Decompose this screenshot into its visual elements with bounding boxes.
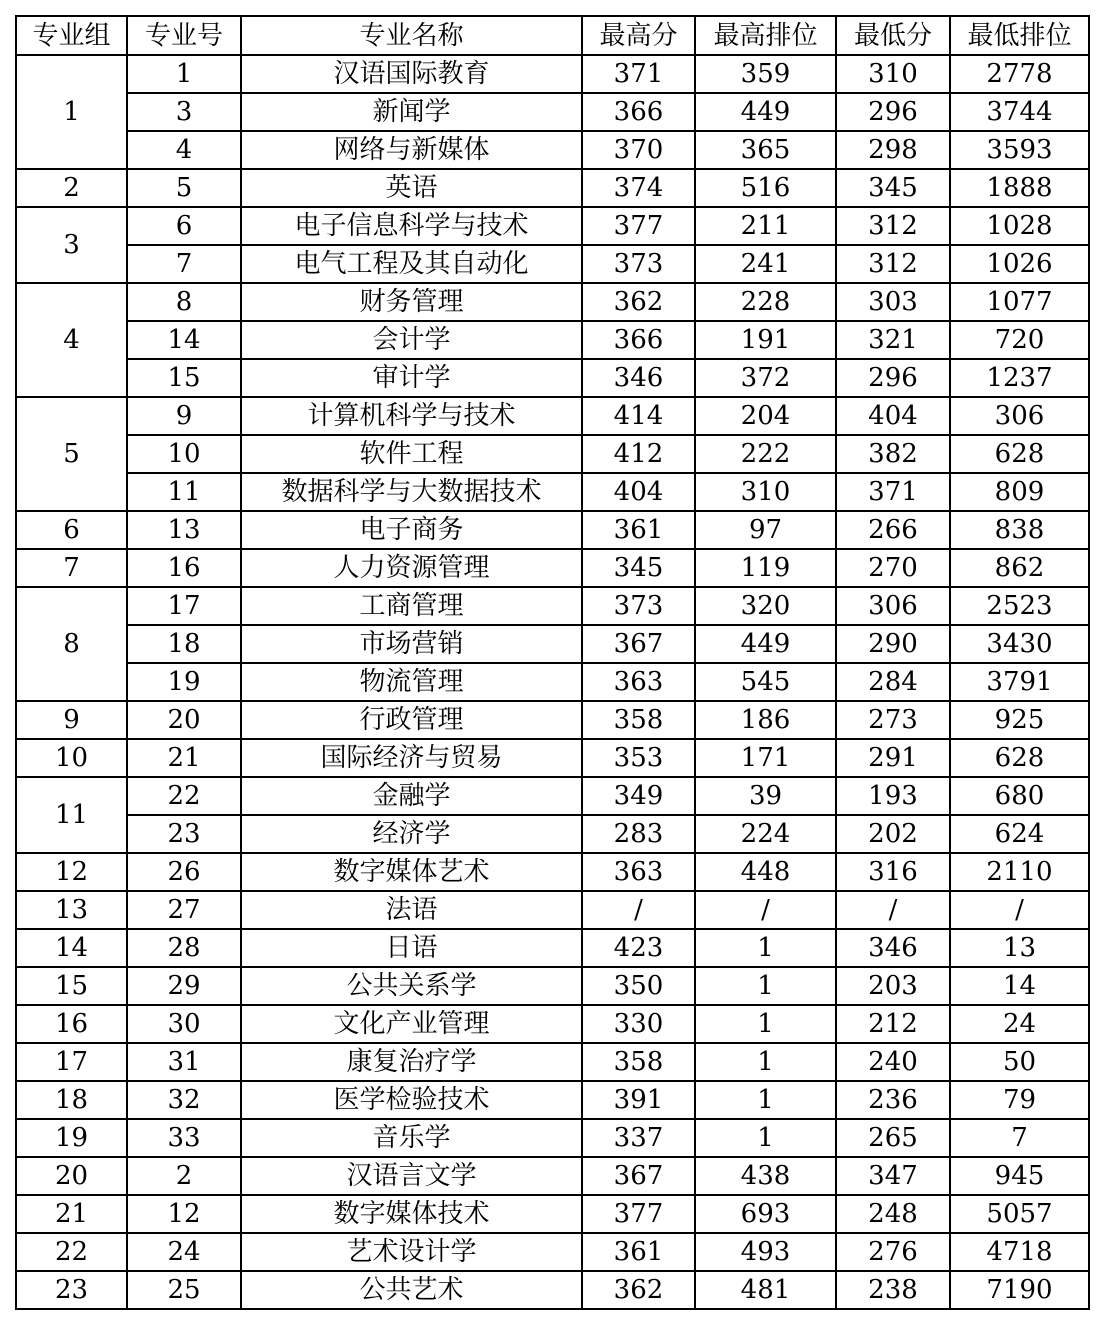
group-cell: 6 [16,511,127,549]
max-score-cell: / [582,891,695,929]
major-number-cell: 11 [127,473,241,511]
max-rank-cell: 449 [695,93,836,131]
major-name-cell: 国际经济与贸易 [241,739,582,777]
major-number-cell: 21 [127,739,241,777]
max-rank-cell: 481 [695,1271,836,1309]
max-score-cell: 349 [582,777,695,815]
major-name-cell: 公共艺术 [241,1271,582,1309]
major-number-cell: 29 [127,967,241,1005]
max-rank-cell: 1 [695,1005,836,1043]
min-score-cell: 284 [836,663,950,701]
table-row [16,511,1089,549]
major-name-cell: 电子信息科学与技术 [241,207,582,245]
header-max-rank: 最高排位 [695,16,836,55]
table-row [16,929,1089,967]
min-rank-cell: 3791 [950,663,1089,701]
min-score-cell: 270 [836,549,950,587]
max-rank-cell: 204 [695,397,836,435]
min-rank-cell: 7 [950,1119,1089,1157]
major-number-cell: 10 [127,435,241,473]
max-score-cell: 414 [582,397,695,435]
major-number-cell: 14 [127,321,241,359]
major-name-cell: 汉语言文学 [241,1157,582,1195]
min-score-cell: 273 [836,701,950,739]
group-cell: 22 [16,1233,127,1271]
min-rank-cell: 925 [950,701,1089,739]
min-score-cell: 202 [836,815,950,853]
major-name-cell: 电子商务 [241,511,582,549]
max-score-cell: 283 [582,815,695,853]
max-score-cell: 374 [582,169,695,207]
max-rank-cell: 516 [695,169,836,207]
table-row [16,397,1089,435]
table-row [16,1157,1089,1195]
min-score-cell: 310 [836,55,950,93]
major-number-cell: 4 [127,131,241,169]
min-rank-cell: 1028 [950,207,1089,245]
table-row [16,891,1089,929]
major-name-cell: 法语 [241,891,582,929]
max-rank-cell: 171 [695,739,836,777]
min-rank-cell: 2110 [950,853,1089,891]
max-rank-cell: 693 [695,1195,836,1233]
min-rank-cell: 5057 [950,1195,1089,1233]
min-score-cell: 248 [836,1195,950,1233]
min-rank-cell: 50 [950,1043,1089,1081]
min-score-cell: 296 [836,93,950,131]
major-number-cell: 2 [127,1157,241,1195]
group-cell: 14 [16,929,127,967]
min-score-cell: 346 [836,929,950,967]
min-rank-cell: 862 [950,549,1089,587]
table-row [16,169,1089,207]
min-score-cell: 298 [836,131,950,169]
max-rank-cell: 222 [695,435,836,473]
major-name-cell: 文化产业管理 [241,1005,582,1043]
major-name-cell: 工商管理 [241,587,582,625]
group-cell: 5 [16,397,127,511]
major-number-cell: 27 [127,891,241,929]
major-name-cell: 数据科学与大数据技术 [241,473,582,511]
max-score-cell: 373 [582,587,695,625]
major-number-cell: 17 [127,587,241,625]
major-number-cell: 22 [127,777,241,815]
max-rank-cell: 372 [695,359,836,397]
max-score-cell: 404 [582,473,695,511]
max-score-cell: 361 [582,511,695,549]
major-name-cell: 会计学 [241,321,582,359]
table-row [16,93,1089,131]
min-score-cell: 345 [836,169,950,207]
min-score-cell: 303 [836,283,950,321]
max-rank-cell: 39 [695,777,836,815]
major-number-cell: 1 [127,55,241,93]
major-number-cell: 20 [127,701,241,739]
min-rank-cell: 3430 [950,625,1089,663]
header-major-number: 专业号 [127,16,241,55]
max-score-cell: 370 [582,131,695,169]
major-name-cell: 金融学 [241,777,582,815]
min-score-cell: 347 [836,1157,950,1195]
header-min-score: 最低分 [836,16,950,55]
table-row [16,1195,1089,1233]
group-cell: 19 [16,1119,127,1157]
table-row [16,1271,1089,1309]
group-cell: 13 [16,891,127,929]
max-score-cell: 366 [582,321,695,359]
table-row [16,283,1089,321]
header-row [16,16,1089,55]
min-rank-cell: 1237 [950,359,1089,397]
min-rank-cell: / [950,891,1089,929]
min-rank-cell: 1026 [950,245,1089,283]
max-score-cell: 363 [582,853,695,891]
major-number-cell: 33 [127,1119,241,1157]
max-rank-cell: 1 [695,1081,836,1119]
max-rank-cell: 359 [695,55,836,93]
major-name-cell: 艺术设计学 [241,1233,582,1271]
major-name-cell: 日语 [241,929,582,967]
table-row [16,549,1089,587]
table-row [16,587,1089,625]
major-name-cell: 计算机科学与技术 [241,397,582,435]
table-row [16,625,1089,663]
group-cell: 16 [16,1005,127,1043]
table-row [16,1005,1089,1043]
min-rank-cell: 628 [950,435,1089,473]
group-cell: 10 [16,739,127,777]
table-row [16,473,1089,511]
major-number-cell: 5 [127,169,241,207]
major-number-cell: 7 [127,245,241,283]
min-rank-cell: 624 [950,815,1089,853]
min-rank-cell: 13 [950,929,1089,967]
group-cell: 3 [16,207,127,283]
group-cell: 15 [16,967,127,1005]
max-rank-cell: 1 [695,1043,836,1081]
max-score-cell: 366 [582,93,695,131]
max-score-cell: 377 [582,1195,695,1233]
major-number-cell: 31 [127,1043,241,1081]
min-score-cell: 240 [836,1043,950,1081]
max-rank-cell: 224 [695,815,836,853]
max-score-cell: 353 [582,739,695,777]
max-rank-cell: 493 [695,1233,836,1271]
header-max-score: 最高分 [582,16,695,55]
major-name-cell: 财务管理 [241,283,582,321]
max-score-cell: 362 [582,283,695,321]
max-score-cell: 361 [582,1233,695,1271]
max-score-cell: 367 [582,1157,695,1195]
major-name-cell: 市场营销 [241,625,582,663]
group-cell: 20 [16,1157,127,1195]
table-row [16,815,1089,853]
max-score-cell: 330 [582,1005,695,1043]
major-name-cell: 审计学 [241,359,582,397]
group-cell: 11 [16,777,127,853]
min-rank-cell: 7190 [950,1271,1089,1309]
max-score-cell: 371 [582,55,695,93]
group-cell: 21 [16,1195,127,1233]
table-row [16,1233,1089,1271]
min-score-cell: 276 [836,1233,950,1271]
table-row [16,967,1089,1005]
max-rank-cell: 448 [695,853,836,891]
min-score-cell: 404 [836,397,950,435]
major-number-cell: 26 [127,853,241,891]
min-score-cell: 296 [836,359,950,397]
min-score-cell: / [836,891,950,929]
major-number-cell: 25 [127,1271,241,1309]
max-score-cell: 391 [582,1081,695,1119]
major-number-cell: 28 [127,929,241,967]
major-name-cell: 汉语国际教育 [241,55,582,93]
min-score-cell: 290 [836,625,950,663]
major-name-cell: 数字媒体艺术 [241,853,582,891]
max-rank-cell: 320 [695,587,836,625]
group-cell: 8 [16,587,127,701]
min-score-cell: 265 [836,1119,950,1157]
table-row [16,1081,1089,1119]
table-row [16,1119,1089,1157]
major-name-cell: 网络与新媒体 [241,131,582,169]
major-name-cell: 经济学 [241,815,582,853]
min-score-cell: 193 [836,777,950,815]
group-cell: 9 [16,701,127,739]
max-rank-cell: 545 [695,663,836,701]
group-cell: 17 [16,1043,127,1081]
min-score-cell: 238 [836,1271,950,1309]
max-rank-cell: 310 [695,473,836,511]
major-name-cell: 软件工程 [241,435,582,473]
max-rank-cell: 1 [695,929,836,967]
table-row [16,245,1089,283]
table-row [16,359,1089,397]
max-score-cell: 346 [582,359,695,397]
max-score-cell: 345 [582,549,695,587]
min-rank-cell: 3593 [950,131,1089,169]
major-number-cell: 15 [127,359,241,397]
min-score-cell: 316 [836,853,950,891]
table-row [16,739,1089,777]
max-rank-cell: 365 [695,131,836,169]
min-score-cell: 306 [836,587,950,625]
header-group: 专业组 [16,16,127,55]
table-row [16,435,1089,473]
table-row [16,853,1089,891]
group-cell: 4 [16,283,127,397]
min-score-cell: 291 [836,739,950,777]
group-cell: 2 [16,169,127,207]
table-row [16,1043,1089,1081]
major-name-cell: 音乐学 [241,1119,582,1157]
group-cell: 1 [16,55,127,169]
min-rank-cell: 2778 [950,55,1089,93]
min-rank-cell: 680 [950,777,1089,815]
min-rank-cell: 79 [950,1081,1089,1119]
major-number-cell: 30 [127,1005,241,1043]
major-name-cell: 电气工程及其自动化 [241,245,582,283]
score-table [15,15,1090,1310]
table-row [16,131,1089,169]
max-score-cell: 358 [582,701,695,739]
major-number-cell: 13 [127,511,241,549]
major-name-cell: 英语 [241,169,582,207]
max-rank-cell: 228 [695,283,836,321]
major-number-cell: 12 [127,1195,241,1233]
min-score-cell: 312 [836,245,950,283]
max-rank-cell: 97 [695,511,836,549]
table-row [16,701,1089,739]
min-score-cell: 212 [836,1005,950,1043]
min-rank-cell: 1888 [950,169,1089,207]
max-rank-cell: 241 [695,245,836,283]
max-score-cell: 412 [582,435,695,473]
max-rank-cell: 211 [695,207,836,245]
min-score-cell: 382 [836,435,950,473]
min-score-cell: 236 [836,1081,950,1119]
max-rank-cell: 119 [695,549,836,587]
max-score-cell: 367 [582,625,695,663]
max-rank-cell: 438 [695,1157,836,1195]
group-cell: 7 [16,549,127,587]
major-name-cell: 人力资源管理 [241,549,582,587]
max-score-cell: 337 [582,1119,695,1157]
major-number-cell: 3 [127,93,241,131]
min-score-cell: 371 [836,473,950,511]
min-rank-cell: 945 [950,1157,1089,1195]
min-rank-cell: 3744 [950,93,1089,131]
min-rank-cell: 628 [950,739,1089,777]
group-cell: 18 [16,1081,127,1119]
max-rank-cell: 449 [695,625,836,663]
max-score-cell: 363 [582,663,695,701]
table-row [16,321,1089,359]
max-rank-cell: 186 [695,701,836,739]
max-score-cell: 377 [582,207,695,245]
min-score-cell: 266 [836,511,950,549]
group-cell: 23 [16,1271,127,1309]
table-row [16,207,1089,245]
min-score-cell: 312 [836,207,950,245]
group-cell: 12 [16,853,127,891]
header-min-rank: 最低排位 [950,16,1089,55]
min-rank-cell: 306 [950,397,1089,435]
max-rank-cell: 1 [695,1119,836,1157]
major-number-cell: 8 [127,283,241,321]
table-row [16,55,1089,93]
min-rank-cell: 838 [950,511,1089,549]
major-name-cell: 物流管理 [241,663,582,701]
major-number-cell: 24 [127,1233,241,1271]
max-score-cell: 362 [582,1271,695,1309]
max-score-cell: 373 [582,245,695,283]
min-rank-cell: 14 [950,967,1089,1005]
major-number-cell: 6 [127,207,241,245]
major-number-cell: 9 [127,397,241,435]
major-name-cell: 行政管理 [241,701,582,739]
major-number-cell: 23 [127,815,241,853]
header-major-name: 专业名称 [241,16,582,55]
min-rank-cell: 2523 [950,587,1089,625]
min-rank-cell: 24 [950,1005,1089,1043]
min-score-cell: 321 [836,321,950,359]
max-score-cell: 423 [582,929,695,967]
max-rank-cell: 191 [695,321,836,359]
table-body [16,55,1089,1309]
major-name-cell: 医学检验技术 [241,1081,582,1119]
table-row [16,777,1089,815]
min-rank-cell: 1077 [950,283,1089,321]
major-number-cell: 16 [127,549,241,587]
major-number-cell: 18 [127,625,241,663]
major-number-cell: 32 [127,1081,241,1119]
min-score-cell: 203 [836,967,950,1005]
min-rank-cell: 720 [950,321,1089,359]
major-name-cell: 康复治疗学 [241,1043,582,1081]
max-rank-cell: / [695,891,836,929]
table-row [16,663,1089,701]
major-name-cell: 新闻学 [241,93,582,131]
max-rank-cell: 1 [695,967,836,1005]
max-score-cell: 350 [582,967,695,1005]
min-rank-cell: 4718 [950,1233,1089,1271]
major-name-cell: 数字媒体技术 [241,1195,582,1233]
min-rank-cell: 809 [950,473,1089,511]
max-score-cell: 358 [582,1043,695,1081]
major-name-cell: 公共关系学 [241,967,582,1005]
major-number-cell: 19 [127,663,241,701]
